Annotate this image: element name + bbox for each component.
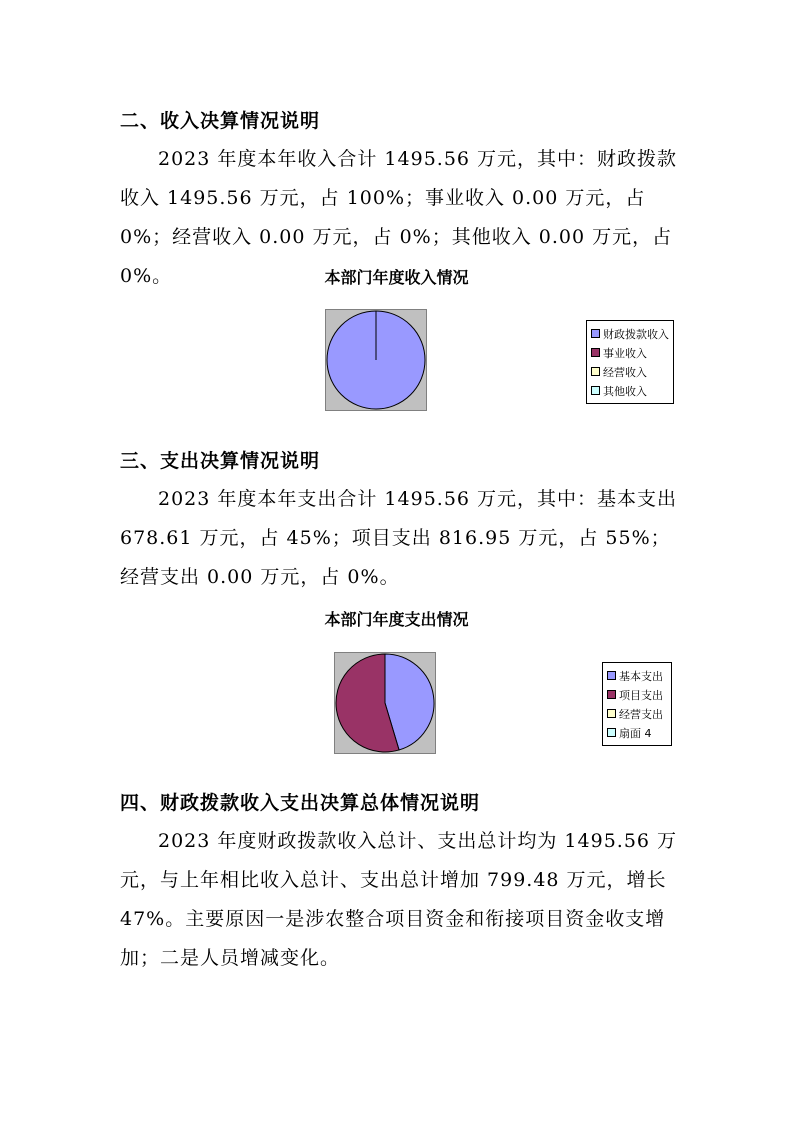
legend-label: 扇面 4 (619, 726, 652, 740)
income-chart-plot-area (325, 309, 427, 411)
legend-item (607, 685, 667, 704)
legend-swatch (607, 671, 616, 680)
fiscal-overview-paragraph: 2023 年度财政拨款收入总计、支出总计均为 1495.56 万元，与上年相比收入总计、支出总计增加 799.48 万元，增长 47%。主要原因一是涉农整合项目资金和衔接项目资金收支增加；二是人员增减变化。 (120, 830, 678, 969)
legend-swatch (591, 348, 600, 357)
legend-item (607, 666, 667, 685)
legend-swatch (607, 690, 616, 699)
expenditure-chart-title: 本部门年度支出情况 (324, 610, 469, 629)
expenditure-chart-legend (602, 662, 672, 746)
legend-label: 其他收入 (603, 384, 647, 398)
legend-swatch (607, 709, 616, 718)
legend-swatch (591, 329, 600, 338)
expenditure-chart-plot-area (334, 652, 436, 754)
section-heading-fiscal-overview: 四、财政拨款收入支出决算总体情况说明 (120, 792, 481, 814)
legend-label: 项目支出 (619, 688, 663, 702)
income-chart-title: 本部门年度收入情况 (324, 268, 469, 287)
legend-label: 事业收入 (603, 346, 647, 360)
legend-label: 基本支出 (619, 669, 663, 683)
legend-swatch (591, 367, 600, 376)
legend-item (591, 343, 669, 362)
legend-swatch (591, 386, 600, 395)
legend-label: 财政拨款收入 (603, 327, 669, 341)
section-heading-expenditure: 三、支出决算情况说明 (120, 450, 321, 472)
legend-item (607, 723, 667, 742)
legend-label: 经营支出 (619, 707, 663, 721)
legend-item (591, 381, 669, 400)
expenditure-paragraph: 2023 年度本年支出合计 1495.56 万元，其中：基本支出 678.61 万元，占 45%；项目支出 816.95 万元，占 55%；经营支出 0.00 万元，占 0%。 (120, 488, 678, 588)
section-heading-income: 二、收入决算情况说明 (120, 110, 321, 132)
legend-item (591, 362, 669, 381)
legend-swatch (607, 728, 616, 737)
income-pie-chart (326, 310, 426, 410)
income-chart-legend (586, 320, 674, 404)
legend-item (607, 704, 667, 723)
legend-label: 经营收入 (603, 365, 647, 379)
legend-item (591, 324, 669, 343)
expenditure-pie-chart (335, 653, 435, 753)
income-paragraph: 2023 年度本年收入合计 1495.56 万元，其中：财政拨款收入 1495.56 万元，占 100%；事业收入 0.00 万元，占 0%；经营收入 0.00 万元，占 0%；其他收入 0.00 万元，占 0%。 (120, 148, 678, 287)
